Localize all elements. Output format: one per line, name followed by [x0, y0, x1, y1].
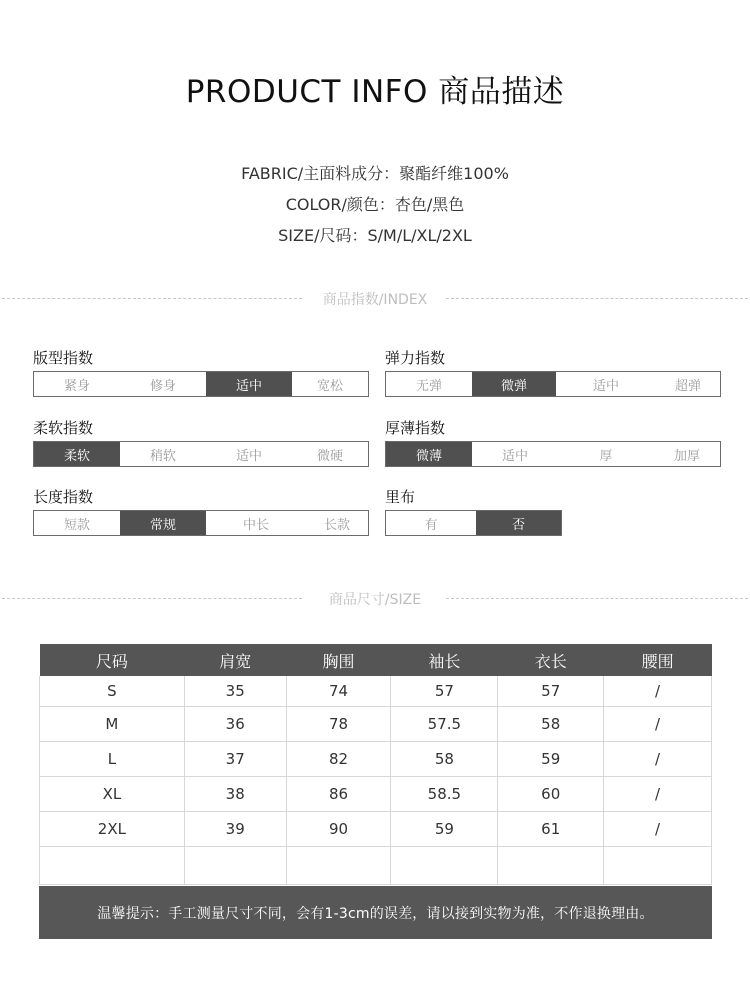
table-row [40, 706, 712, 741]
index-option: 微薄 [386, 442, 472, 466]
index-option: 否 [476, 511, 561, 535]
index-option: 加厚 [654, 442, 720, 466]
table-cell: 36 [184, 706, 286, 741]
index-scale [33, 441, 369, 467]
index-option: 常规 [120, 511, 206, 535]
index-block-softness [33, 417, 369, 467]
index-option: 柔软 [34, 442, 120, 466]
table-row [40, 776, 712, 811]
index-option: 适中 [472, 442, 558, 466]
table-cell: 90 [286, 811, 391, 846]
table-cell: 57 [391, 676, 498, 706]
index-option: 微硬 [292, 442, 368, 466]
index-scale [33, 510, 369, 536]
size-info: SIZE/尺码：S/M/L/XL/2XL [278, 226, 472, 245]
index-option: 紧身 [34, 372, 120, 396]
index-option: 适中 [206, 372, 292, 396]
index-scale [385, 441, 721, 467]
index-name: 版型指数 [33, 349, 94, 367]
table-row [40, 741, 712, 776]
index-name: 柔软指数 [33, 419, 94, 437]
size-section-label: 商品尺寸/SIZE [328, 592, 422, 608]
table-cell: / [604, 706, 712, 741]
table-cell-empty [604, 846, 712, 884]
index-option: 稍软 [120, 442, 206, 466]
index-section-divider [0, 289, 750, 309]
color-info: COLOR/颜色：杏色/黑色 [285, 195, 465, 214]
table-header-row [40, 644, 712, 676]
table-header: 肩宽 [184, 644, 286, 676]
table-cell: 35 [184, 676, 286, 706]
fabric-info: FABRIC/主面料成分：聚酯纤维100% [241, 164, 509, 183]
index-name: 厚薄指数 [385, 419, 446, 437]
page-title: PRODUCT INFO 商品描述 [185, 74, 565, 110]
table-cell: 39 [184, 811, 286, 846]
table-cell: 37 [184, 741, 286, 776]
table-cell: 58.5 [391, 776, 498, 811]
divider-line-right [446, 298, 748, 299]
index-option: 短款 [34, 511, 120, 535]
table-cell-empty [40, 846, 185, 884]
index-option: 厚 [558, 442, 654, 466]
index-option: 宽松 [292, 372, 368, 396]
index-block-lining [385, 486, 562, 536]
index-option: 中长 [206, 511, 306, 535]
index-option: 长款 [306, 511, 368, 535]
index-option: 适中 [556, 372, 656, 396]
table-cell: 78 [286, 706, 391, 741]
index-block-fit [33, 347, 369, 397]
size-notice: 温馨提示：手工测量尺寸不同，会有1-3cm的误差，请以接到实物为准，不作退换理由。 [39, 886, 712, 939]
table-cell: L [40, 741, 185, 776]
size-section-divider [0, 589, 750, 609]
index-option: 微弹 [472, 372, 556, 396]
index-name: 弹力指数 [385, 349, 446, 367]
table-header: 袖长 [391, 644, 498, 676]
table-cell: 60 [498, 776, 604, 811]
table-cell: S [40, 676, 185, 706]
index-name: 长度指数 [33, 488, 94, 506]
table-cell: 38 [184, 776, 286, 811]
index-option: 有 [386, 511, 476, 535]
table-header: 尺码 [40, 644, 185, 676]
size-table [39, 644, 712, 885]
table-cell: 86 [286, 776, 391, 811]
index-option: 适中 [206, 442, 292, 466]
table-cell: 58 [391, 741, 498, 776]
table-row-empty [40, 846, 712, 884]
table-row [40, 676, 712, 706]
index-option: 超弹 [656, 372, 720, 396]
table-header: 衣长 [498, 644, 604, 676]
table-cell: 57.5 [391, 706, 498, 741]
table-cell: 59 [498, 741, 604, 776]
index-block-length [33, 486, 369, 536]
table-cell-empty [498, 846, 604, 884]
index-block-thickness [385, 417, 721, 467]
table-cell: M [40, 706, 185, 741]
table-cell: 2XL [40, 811, 185, 846]
index-option: 无弹 [386, 372, 472, 396]
table-cell: XL [40, 776, 185, 811]
index-section-label: 商品指数/INDEX [322, 292, 428, 308]
table-cell: 74 [286, 676, 391, 706]
table-cell: 58 [498, 706, 604, 741]
table-cell: 61 [498, 811, 604, 846]
divider-line-right [446, 598, 748, 599]
table-cell: / [604, 676, 712, 706]
table-cell-empty [391, 846, 498, 884]
table-cell: / [604, 811, 712, 846]
table-row [40, 811, 712, 846]
table-cell: 59 [391, 811, 498, 846]
index-scale [33, 371, 369, 397]
table-cell: / [604, 741, 712, 776]
table-header: 腰围 [604, 644, 712, 676]
index-scale [385, 371, 721, 397]
index-block-elasticity [385, 347, 721, 397]
index-scale [385, 510, 562, 536]
table-header: 胸围 [286, 644, 391, 676]
table-cell: / [604, 776, 712, 811]
table-cell: 82 [286, 741, 391, 776]
index-option: 修身 [120, 372, 206, 396]
table-cell: 57 [498, 676, 604, 706]
table-cell-empty [286, 846, 391, 884]
table-cell-empty [184, 846, 286, 884]
index-name: 里布 [385, 488, 416, 506]
